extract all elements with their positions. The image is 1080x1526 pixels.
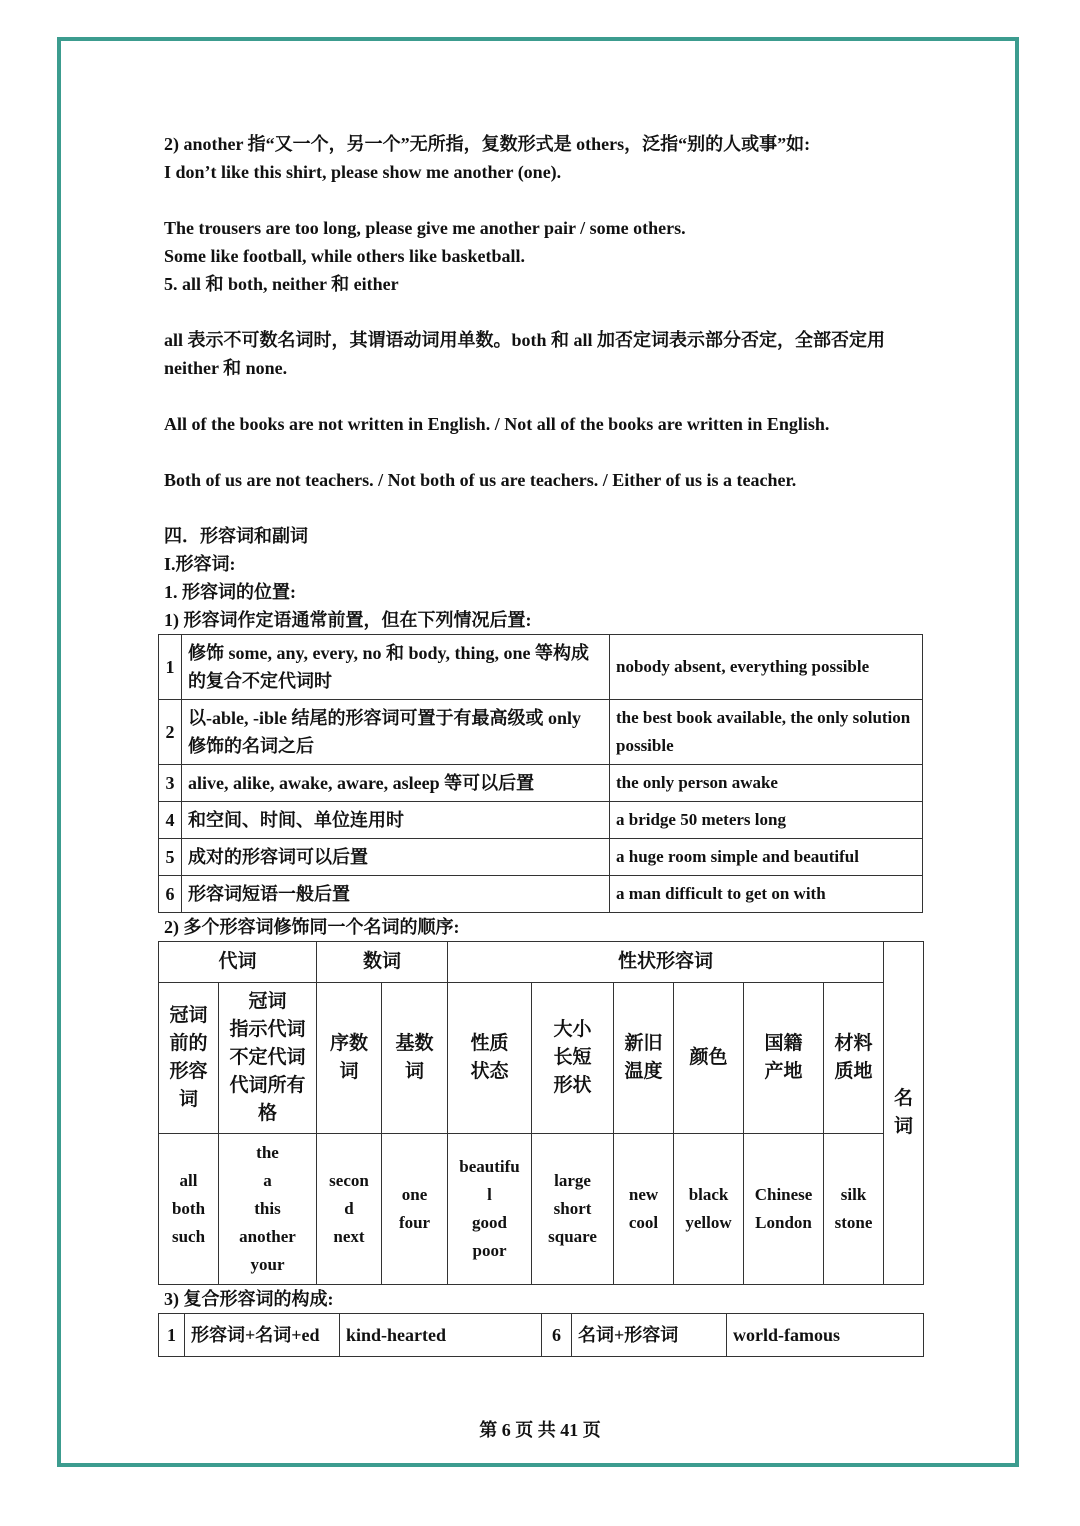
compound-adjective-table [158,1313,924,1357]
row-number: 1 [159,1314,185,1357]
table-row [159,1314,924,1357]
row-number: 6 [159,876,182,913]
example-words: new cool [614,1134,674,1285]
example-cell: a man difficult to get on with [610,876,923,913]
subsection-heading: 1) 形容词作定语通常前置，但在下列情况后置: [164,610,532,630]
example-sentence: The trousers are too long, please give me another pair / some others. [164,218,686,238]
example-cell: kind-hearted [340,1314,542,1357]
adjective-order-table [158,941,924,1285]
category-header: 冠词 指示代词 不定代词 代词所有 格 [219,983,317,1134]
rule-cell: 修饰 some, any, every, no 和 body, thing, one 等构成的复合不定代词时 [182,635,610,700]
table-row [159,802,923,839]
table-row [159,839,923,876]
text-paragraph: all 表示不可数名词时，其谓语动词用单数。both 和 all 加否定词表示部分否定，全部否定用 neither 和 none. [164,330,886,378]
rule-cell: 名词+形容词 [572,1314,727,1357]
example-sentence: All of the books are not written in English. / Not all of the books are written in English. [164,414,830,434]
category-header: 颜色 [674,983,744,1134]
category-header: 国籍 产地 [744,983,824,1134]
row-number: 5 [159,839,182,876]
group-pronoun: 代词 [159,942,317,983]
subsection-heading: 3) 复合形容词的构成: [164,1289,334,1309]
rule-cell: 形容词短语一般后置 [182,876,610,913]
table-row [159,700,923,765]
rule-cell: alive, alike, awake, aware, asleep 等可以后置 [182,765,610,802]
group-descriptive: 性状形容词 [448,942,884,983]
row-number: 1 [159,635,182,700]
category-header: 序数 词 [317,983,382,1134]
page-content [164,130,924,1357]
rule-cell: 以-able, -ible 结尾的形容词可置于有最高级或 only 修饰的名词之后 [182,700,610,765]
example-words: large short square [532,1134,614,1285]
section-heading: 5. all 和 both, neither 和 either [164,274,399,294]
example-words: all both such [159,1134,219,1285]
rule-cell: 形容词+名词+ed [185,1314,340,1357]
category-header: 材料 质地 [824,983,884,1134]
rule-cell: 成对的形容词可以后置 [182,839,610,876]
example-cell: world-famous [727,1314,924,1357]
table-row [159,635,923,700]
subsection-heading: 2) 多个形容词修饰同一个名词的顺序: [164,917,460,937]
example-cell: nobody absent, everything possible [610,635,923,700]
rule-cell: 和空间、时间、单位连用时 [182,802,610,839]
chapter-heading: 四．形容词和副词 [164,526,308,546]
group-numeral: 数词 [317,942,448,983]
example-sentence: Some like football, while others like basketball. [164,246,526,266]
category-header: 基数 词 [382,983,448,1134]
page-number: 第 6 页 共 41 页 [479,1420,601,1440]
group-header-row [159,942,924,983]
row-number: 4 [159,802,182,839]
category-header: 大小 长短 形状 [532,983,614,1134]
example-cell: the best book available, the only solution possible [610,700,923,765]
row-number: 2 [159,700,182,765]
example-cell: a huge room simple and beautiful [610,839,923,876]
example-cell: the only person awake [610,765,923,802]
example-words: secon d next [317,1134,382,1285]
example-sentence: Both of us are not teachers. / Not both of us are teachers. / Either of us is a teacher. [164,470,797,490]
category-header: 冠词 前的 形容 词 [159,983,219,1134]
group-noun: 名 词 [884,942,924,1285]
category-header: 新旧 温度 [614,983,674,1134]
row-number: 3 [159,765,182,802]
table-row [159,876,923,913]
example-sentence: I don’t like this shirt, please show me another (one). [164,162,562,182]
example-row [159,1134,924,1285]
example-words: black yellow [674,1134,744,1285]
example-cell: a bridge 50 meters long [610,802,923,839]
section-heading: I.形容词: [164,554,236,574]
subsection-heading: 1. 形容词的位置: [164,582,296,602]
category-header-row [159,983,924,1134]
example-words: silk stone [824,1134,884,1285]
row-number: 6 [542,1314,572,1357]
example-words: beautifu l good poor [448,1134,532,1285]
example-words: one four [382,1134,448,1285]
example-words: the a this another your [219,1134,317,1285]
table-row [159,765,923,802]
category-header: 性质 状态 [448,983,532,1134]
postposition-table [158,634,923,913]
text-line: 2) another 指“又一个，另一个”无所指，复数形式是 others，泛指“别的人或事”如: [164,134,811,154]
example-words: Chinese London [744,1134,824,1285]
